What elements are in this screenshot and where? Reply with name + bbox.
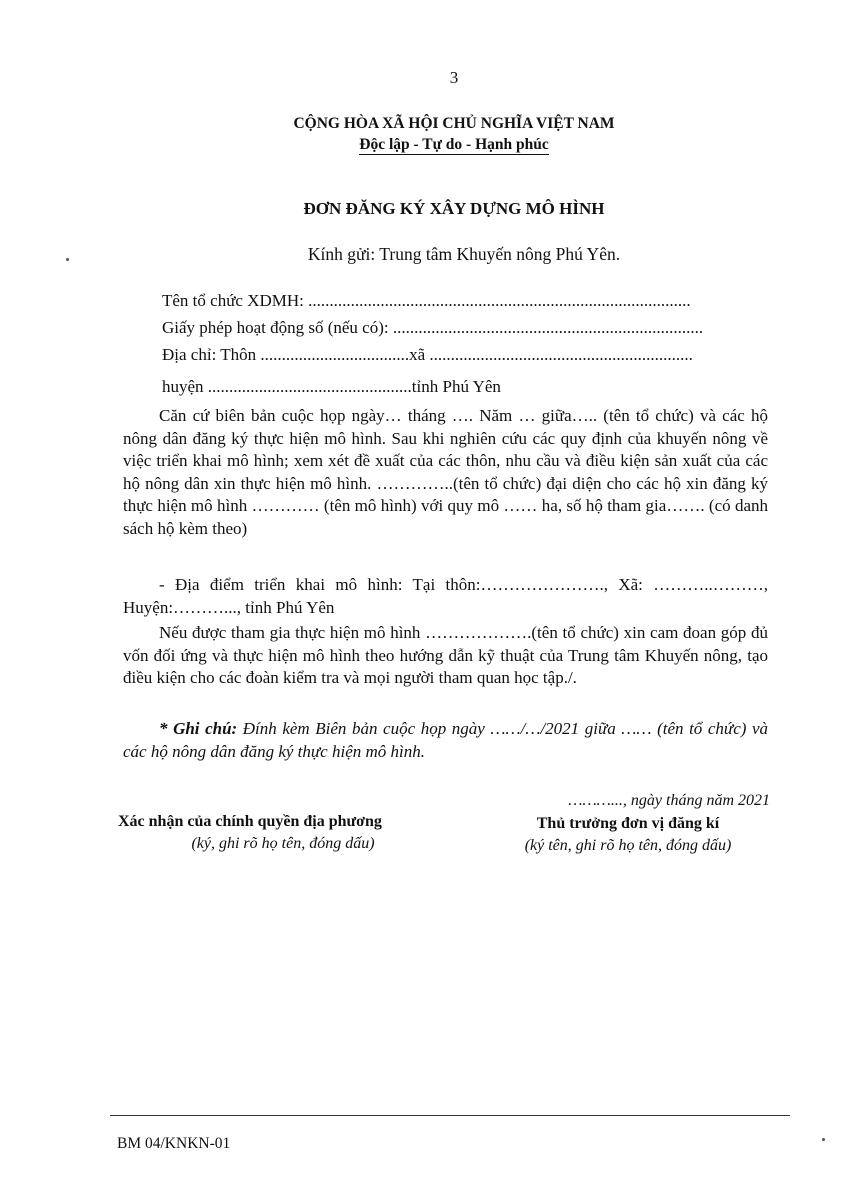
- page-number: 3: [449, 68, 459, 87]
- signature-date-line: ………..., ngày tháng năm 2021: [568, 792, 770, 809]
- basis-text: Căn cứ biên bản cuộc họp ngày… tháng …. Năm … giữa….. (tên tổ chức) và các hộ nông dân đăng ký thực hiện mô hình. Sau khi nghiên cứu các quy định của khuyến nông về việc triển khai mô hình; xem xét đề xuất của các thôn, nhu cầu và điều kiện sản xuất của các hộ nông dân xin thực hiện mô hình. …………..(tên tổ chức) đại diện cho các hộ xin đăng ký thực hiện mô hình ………… (tên mô hình) với quy mô …… ha, số hộ tham gia……. (có danh sách hộ kèm theo): [123, 406, 768, 538]
- note-text: Đính kèm Biên bản cuộc họp ngày ……/…/2021 giữa …… (tên tổ chức) và các hộ nông dân đăng ký thực hiện mô hình.: [123, 719, 769, 761]
- body-paragraph-basis: [123, 405, 768, 540]
- national-header: CỘNG HÒA XÃ HỘI CHỦ NGHĨA VIỆT NAM: [293, 115, 615, 132]
- note-label: * Ghi chú:: [159, 719, 238, 738]
- motto-text: Độc lập - Tự do - Hạnh phúc: [359, 136, 549, 153]
- applicant-head-title: Thủ trưởng đơn vị đăng kí: [536, 815, 720, 832]
- scan-speck: [66, 258, 69, 261]
- form-code: BM 04/KNKN-01: [117, 1135, 231, 1152]
- license-field: Giấy phép hoạt động số (nếu có): .........................................................................: [162, 318, 704, 337]
- location-text: - Địa điểm triển khai mô hình: Tại thôn:…………………., Xã: ………..………, Huyện:………..., tỉnh Phú Yên: [123, 575, 768, 617]
- body-paragraph-location: [123, 574, 768, 619]
- commitment-text: Nếu được tham gia thực hiện mô hình ……………….(tên tổ chức) xin cam đoan góp đủ vốn đối ứng và thực hiện mô hình theo hướng dẫn kỹ thuật của Trung tâm Khuyến nông, tạo điều kiện cho các đoàn kiểm tra và mọi người tham quan học tập./.: [123, 623, 768, 687]
- footer-divider: [110, 1115, 790, 1116]
- scan-speck: [822, 1138, 825, 1141]
- district-field: huyện ................................................tỉnh Phú Yên: [162, 377, 501, 396]
- local-authority-title: Xác nhận của chính quyền địa phương: [118, 813, 382, 830]
- applicant-head-instruction: (ký tên, ghi rõ họ tên, đóng dấu): [524, 837, 732, 854]
- national-motto: [0, 136, 848, 154]
- address-field: Địa chỉ: Thôn ...................................xã ..............................................................: [162, 345, 693, 364]
- org-name-field: Tên tổ chức XDMH: ..........................................................................................: [162, 291, 691, 310]
- recipient-line: Kính gửi: Trung tâm Khuyến nông Phú Yên.: [307, 244, 621, 264]
- local-authority-instruction: (ký, ghi rõ họ tên, đóng dấu): [191, 835, 375, 852]
- document-title: ĐƠN ĐĂNG KÝ XÂY DỰNG MÔ HÌNH: [303, 199, 605, 218]
- body-paragraph-commitment: [123, 622, 768, 690]
- note-paragraph: [123, 718, 768, 763]
